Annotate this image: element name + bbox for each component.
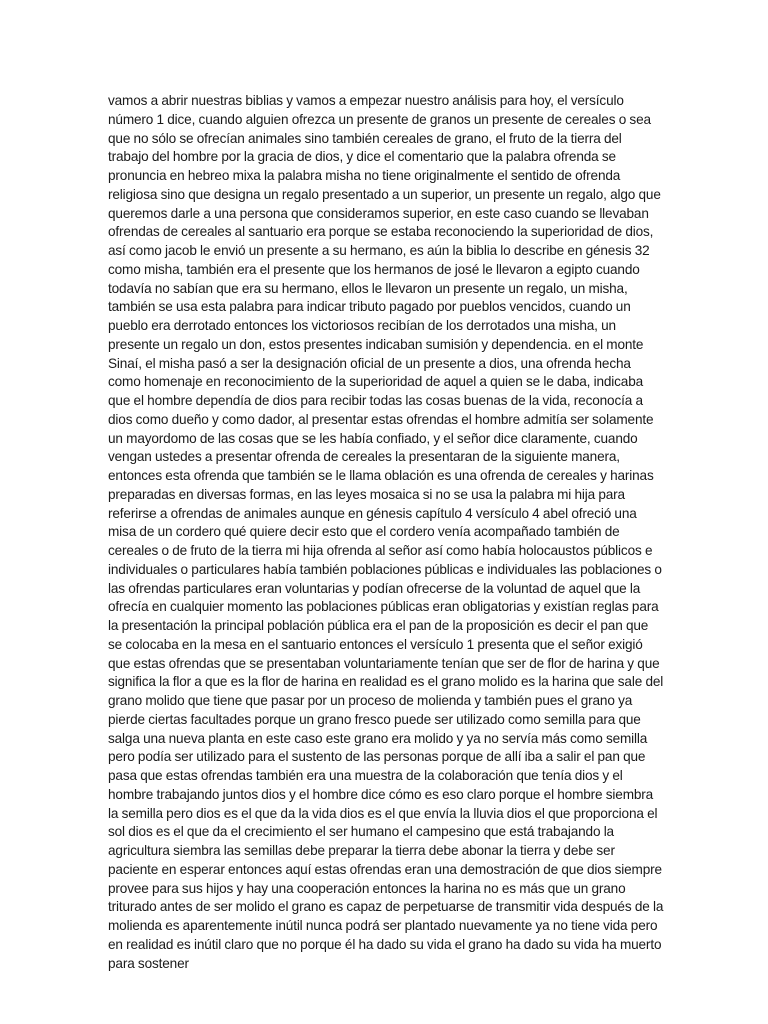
body-text: vamos a abrir nuestras biblias y vamos a empezar nuestro análisis para hoy, el versículo número 1 dice, cuando alguien ofrezca un presente de granos un presente de cereales o sea que no sólo se ofrecían animales sino también cereales de grano, el fruto de la tierra del trabajo del hombre por la gracia de dios, y dice el comentario que la palabra ofrenda se pronuncia en hebreo mixa la palabra misha no tiene originalmente el sentido de ofrenda religiosa sino que designa un regalo presentado a un superior, un presente un regalo, algo que queremos darle a una persona que consideramos superior, en este caso cuando se llevaban ofrendas de cereales al santuario era porque se estaba reconociendo la superioridad de dios, así como jacob le envió un presente a su hermano, es aún la biblia lo describe en génesis 32 como misha, también era el presente que los hermanos de josé le llevaron a egipto cuando todavía no sabían que era su hermano, ellos le llevaron un presente un regalo, un misha, también se usa esta palabra para indicar tributo pagado por pueblos vencidos, cuando un pueblo era derrotado entonces los victoriosos recibían de los derrotados una misha, un presente un regalo un don, estos presentes indicaban sumisión y dependencia. en el monte Sinaí, el misha pasó a ser la designación oficial de un presente a dios, una ofrenda hecha como homenaje en reconocimiento de la superioridad de aquel a quien se le daba, indicaba que el hombre dependía de dios para recibir todas las cosas buenas de la vida, reconocía a dios como dueño y como dador, al presentar estas ofrendas el hombre admitía ser solamente un mayordomo de las cosas que se les había confiado, y el señor dice claramente, cuando vengan ustedes a presentar ofrenda de cereales la presentaran de la siguiente manera, entonces esta ofrenda que también se le llama oblación es una ofrenda de cereales y harinas preparadas en diversas formas, en las leyes mosaica si no se usa la palabra mi hija para referirse a ofrendas de animales aunque en génesis capítulo 4 versículo 4 abel ofreció una misa de un cordero qué quiere decir esto que el cordero venía acompañado también de cereales o de fruto de la tierra mi hija ofrenda al señor así como había holocaustos públicos e individuales o particulares había también poblaciones públicas e individuales las poblaciones o las ofrendas particulares eran voluntarias y podían ofrecerse de la voluntad de aquel que la ofrecía en cualquier momento las poblaciones públicas eran obligatorias y existían reglas para la presentación la principal población pública era el pan de la proposición es decir el pan que se colocaba en la mesa en el santuario entonces el versículo 1 presenta que el señor exigió que estas ofrendas que se presentaban voluntariamente tenían que ser de flor de harina y que significa la flor a que es la flor de harina en realidad es el grano molido es la harina que sale del grano molido que tiene que pasar por un proceso de molienda y también pues el grano ya pierde ciertas facultades porque un grano fresco puede ser utilizado como semilla para que salga una nueva planta en este caso este grano era molido y ya no servía más como semilla pero podía ser utilizado para el sustento de las personas porque de allí iba a salir el pan que pasa que estas ofrendas también era una muestra de la colaboración que tenía dios y el hombre trabajando juntos dios y el hombre dice cómo es eso claro porque el hombre siembra la semilla pero dios es el que da la vida dios es el que envía la lluvia dios el que proporciona el sol dios es el que da el crecimiento el ser humano el campesino que está trabajando la agricultura siembra las semillas debe preparar la tierra debe abonar la tierra y debe ser paciente en esperar entonces aquí estas ofrendas eran una demostración de que dios siempre provee para sus hijos y hay una cooperación entonces la harina no es más que un grano triturado antes de ser molido el grano es capaz de perpetuarse de transmitir vida después de la molienda es aparentemente inútil nunca podrá ser plantado nuevamente ya no tiene vida pero en realidad es inútil claro que no porque él ha dado su vida el grano ha dado su vida ha muerto para sostener (108, 93, 664, 971)
